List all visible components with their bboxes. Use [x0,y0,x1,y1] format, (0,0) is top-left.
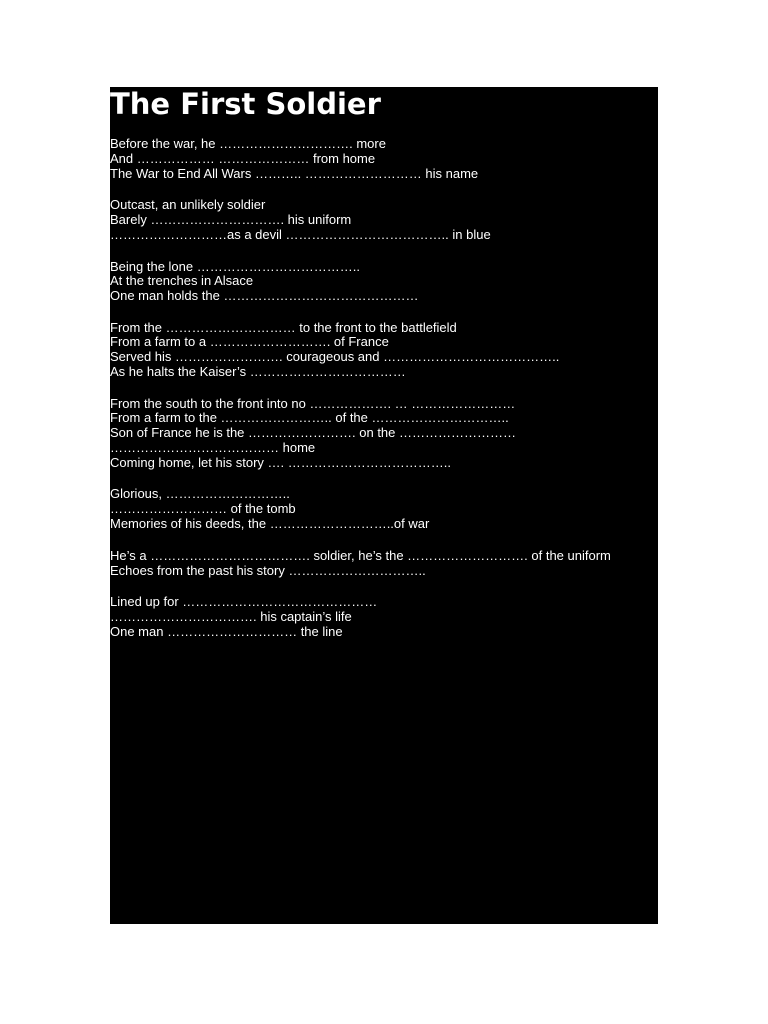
poem-line: Being the lone ……………………………….. [110,259,360,274]
poem-line: Barely …………………………. his uniform [110,212,352,227]
poem-line: ……………………………. his captain’s life [110,609,352,624]
poem-line: Lined up for ……………………………………… [110,594,378,609]
poem-line: ……………………… of the tomb [110,501,296,516]
poem-line: From a farm to a ………………………. of France [110,334,389,349]
poem-line: At the trenches in Alsace [110,273,254,288]
poem-line: Before the war, he …………………………. more [110,136,386,151]
document-page [110,87,658,924]
poem-line: From the ………………………… to the front to the battlefield [110,320,457,335]
poem-line: ………………………as a devil ……………………………….. in blue [110,227,491,242]
page-title: The First Soldier [110,87,381,121]
poem-line: Memories of his deeds, the ………………………..of war [110,516,430,531]
poem-line: Served his ……………………. courageous and ………………………………….. [110,349,560,364]
poem-line: From a farm to the …………………….. of the ………………………….. [110,410,509,425]
poem-line: One man holds the ……………………………………… [110,288,419,303]
poem-line: Echoes from the past his story ………………………….. [110,563,426,578]
poem-line: Outcast, an unlikely soldier [110,197,266,212]
poem-line: He’s a ………………………………. soldier, he’s the ………………………. of the uniform [110,548,611,563]
poem-line: Glorious, ……………………….. [110,486,290,501]
poem-line: One man ………………………… the line [110,624,343,639]
poem-line: From the south to the front into no ………………. … …………………… [110,396,516,411]
poem-line: The War to End All Wars ……….. ……………………… his name [110,166,479,181]
poem-line: And ……………… ………………… from home [110,151,376,166]
poem-line: As he halts the Kaiser’s ……………………………… [110,364,406,379]
poem-line: ………………………………… home [110,440,316,455]
poem-line: Coming home, let his story …. ……………………………….. [110,455,451,470]
poem-line: Son of France he is the ……………………. on the ……………………… [110,425,517,440]
